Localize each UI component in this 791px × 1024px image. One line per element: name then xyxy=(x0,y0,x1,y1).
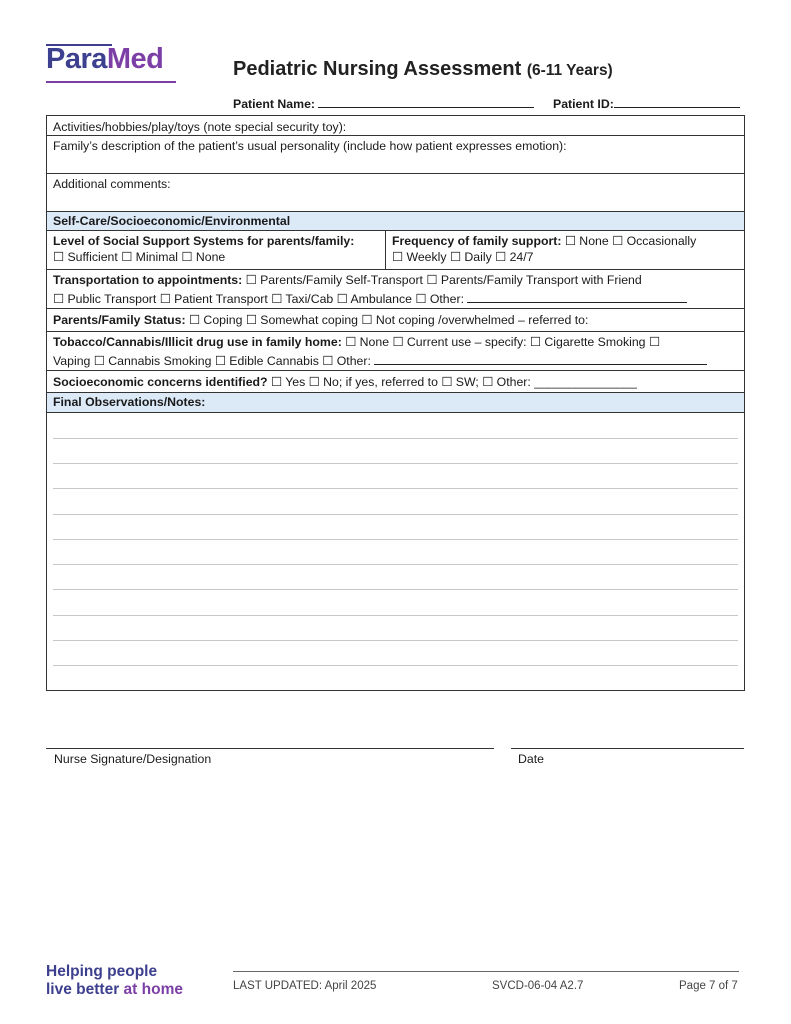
patient-name-input[interactable] xyxy=(318,95,534,108)
page-subtitle: (6-11 Years) xyxy=(526,62,613,79)
patient-id-input[interactable] xyxy=(614,95,740,108)
patient-name-field[interactable]: Patient Name: xyxy=(233,95,534,111)
notes-line[interactable] xyxy=(53,463,738,464)
divider xyxy=(47,230,744,231)
divider xyxy=(47,331,744,332)
section-header-selfcare: Self-Care/Socioeconomic/Environmental xyxy=(47,212,744,231)
page-title: Pediatric Nursing Assessment (6-11 Years) xyxy=(233,58,613,80)
date-line[interactable] xyxy=(511,748,744,749)
divider xyxy=(47,412,744,413)
transport-line1[interactable]: Transportation to appointments: ☐ Parents/Family Self-Transport ☐ Parents/Family Transport with Friend xyxy=(53,273,642,287)
divider xyxy=(47,308,744,309)
activities-row[interactable]: Activities/hobbies/play/toys (note special security toy): xyxy=(53,120,347,134)
notes-line[interactable] xyxy=(53,615,738,616)
family-description-row[interactable]: Family’s description of the patient’s usual personality (include how patient expresses emotion): xyxy=(53,139,567,153)
social-support-label: Level of Social Support Systems for parents/family: xyxy=(53,234,355,248)
notes-line[interactable] xyxy=(53,514,738,515)
socioeconomic-row[interactable]: Socioeconomic concerns identified? ☐ Yes ☐ No; if yes, referred to ☐ SW; ☐ Other: _______________ xyxy=(53,375,637,389)
notes-line[interactable] xyxy=(53,665,738,666)
notes-line[interactable] xyxy=(53,589,738,590)
footer-rule xyxy=(233,971,739,972)
notes-line[interactable] xyxy=(53,539,738,540)
notes-line[interactable] xyxy=(53,564,738,565)
divider xyxy=(47,269,744,270)
patient-id-field[interactable]: Patient ID: xyxy=(553,95,740,111)
frequency-support-line1[interactable]: Frequency of family support: ☐ None ☐ Occasionally xyxy=(392,234,697,248)
tobacco-line1[interactable]: Tobacco/Cannabis/Illicit drug use in family home: ☐ None ☐ Current use – specify: ☐ Cigarette Smoking ☐ xyxy=(53,335,660,349)
logo-underline xyxy=(46,81,176,83)
section-header-final-notes: Final Observations/Notes: xyxy=(47,393,744,412)
page-number: Page 7 of 7 xyxy=(679,980,738,992)
frequency-support-options[interactable]: ☐ Weekly ☐ Daily ☐ 24/7 xyxy=(392,250,534,264)
divider xyxy=(47,173,744,174)
additional-comments-row[interactable]: Additional comments: xyxy=(53,177,171,191)
nurse-signature-line[interactable] xyxy=(46,748,494,749)
divider xyxy=(47,135,744,136)
tobacco-options[interactable]: Vaping ☐ Cannabis Smoking ☐ Edible Cannabis ☐ Other: xyxy=(53,352,707,368)
transport-options[interactable]: ☐ Public Transport ☐ Patient Transport ☐ Taxi/Cab ☐ Ambulance ☐ Other: xyxy=(53,290,687,306)
last-updated: LAST UPDATED: April 2025 xyxy=(233,980,377,992)
paramed-logo: ParaMed xyxy=(46,43,164,75)
notes-line[interactable] xyxy=(53,488,738,489)
document-code: SVCD-06-04 A2.7 xyxy=(492,980,584,992)
notes-line[interactable] xyxy=(53,438,738,439)
assessment-form xyxy=(46,115,745,691)
tagline: Helping people live better at home xyxy=(46,963,183,998)
transport-other-input[interactable] xyxy=(467,290,687,303)
social-support-options[interactable]: ☐ Sufficient ☐ Minimal ☐ None xyxy=(53,250,226,264)
tobacco-other-input[interactable] xyxy=(374,352,707,365)
notes-line[interactable] xyxy=(53,640,738,641)
nurse-signature-label: Nurse Signature/Designation xyxy=(54,752,212,766)
date-label: Date xyxy=(518,752,544,766)
family-status-row[interactable]: Parents/Family Status: ☐ Coping ☐ Somewhat coping ☐ Not coping /overwhelmed – referred to: xyxy=(53,313,589,327)
column-divider xyxy=(385,230,386,269)
divider xyxy=(47,370,744,371)
